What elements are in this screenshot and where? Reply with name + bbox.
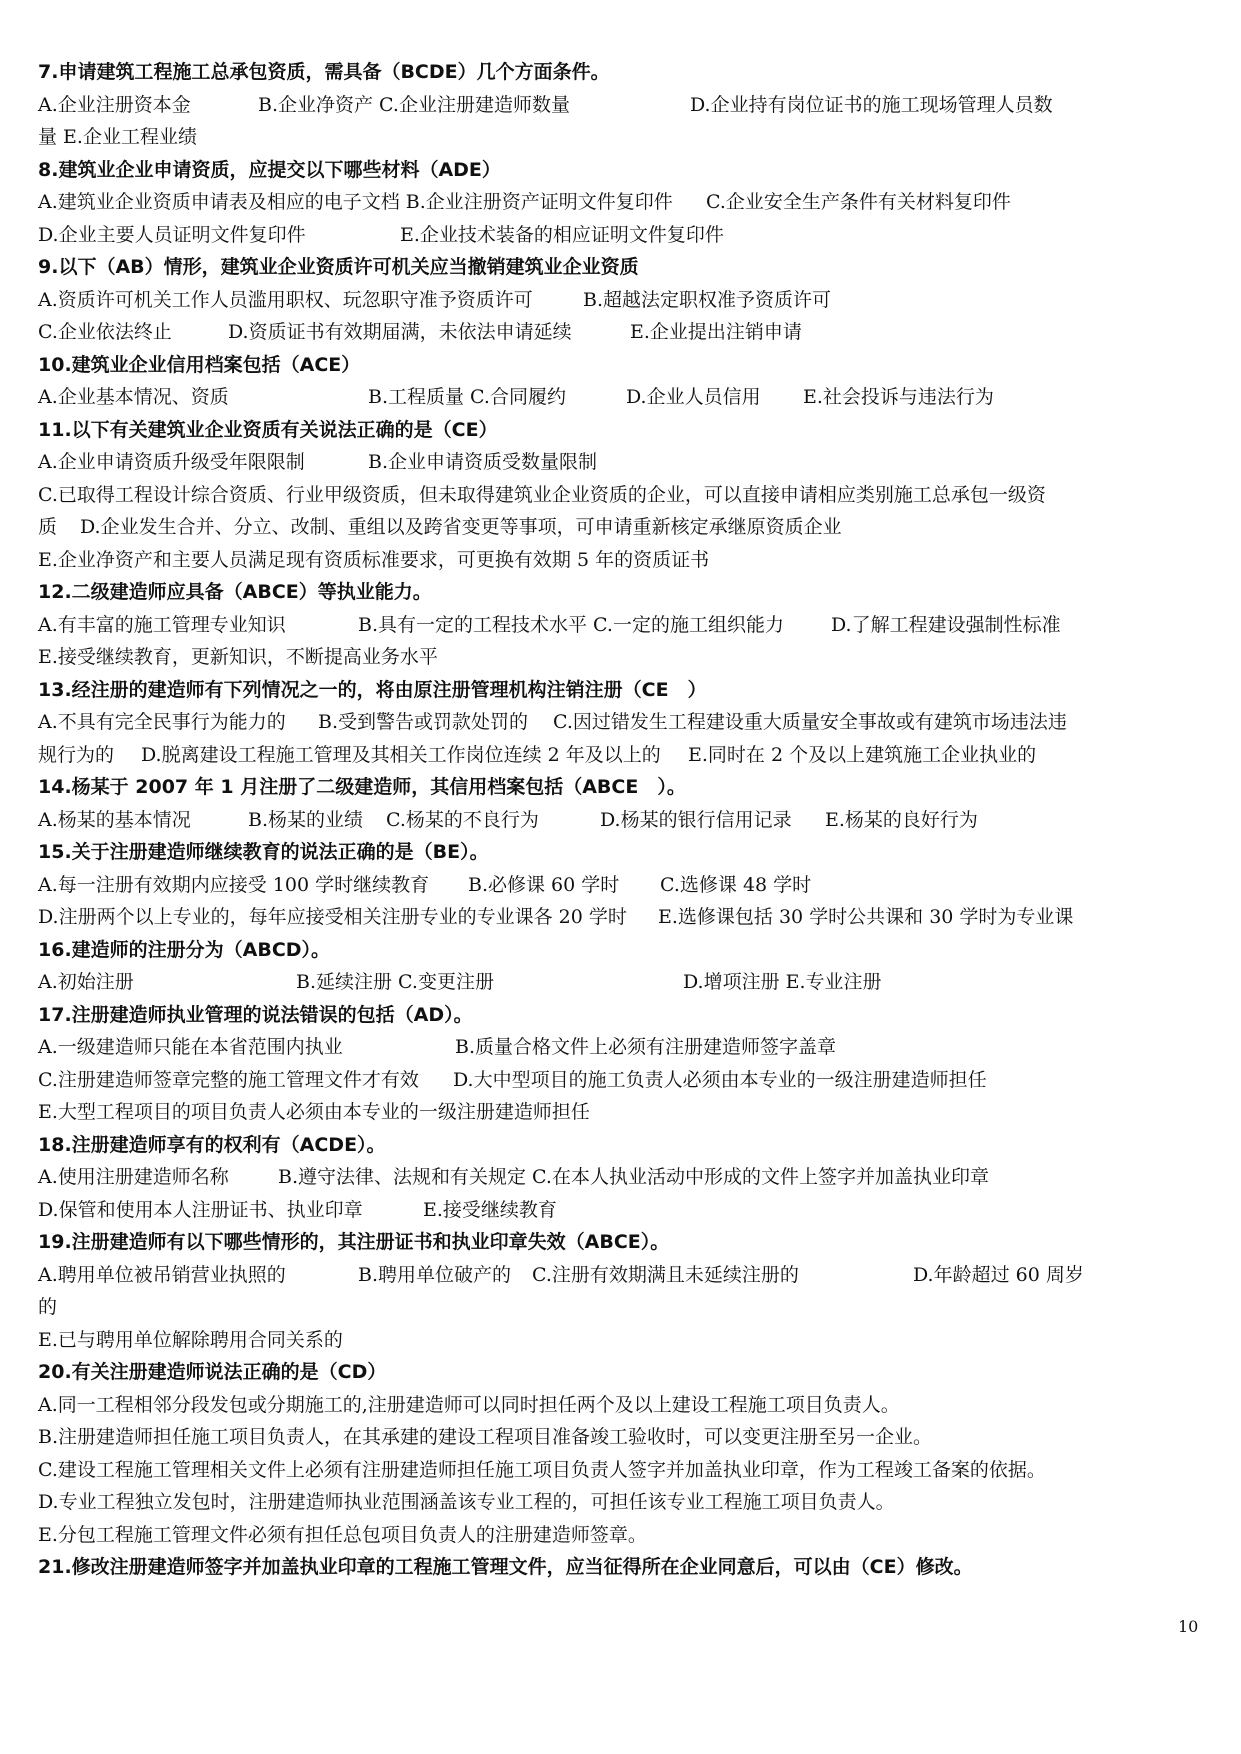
question-title: 11.以下有关建筑业企业资质有关说法正确的是（CE） — [38, 418, 498, 441]
option-text: C.注册有效期满且未延续注册的 — [532, 1263, 799, 1286]
option-text: B.受到警告或罚款处罚的 — [318, 711, 529, 733]
option-text: B.超越法定职权准予资质许可 — [583, 288, 832, 311]
option-text: E.企业提出注销申请 — [630, 321, 802, 343]
option-line — [38, 446, 1208, 479]
option-line — [38, 284, 1208, 317]
option-text: D.注册两个以上专业的，每年应接受相关注册专业的专业课各 20 学时 — [38, 906, 627, 928]
option-line — [38, 121, 1208, 154]
option-line — [38, 706, 1208, 739]
option-line — [38, 544, 1208, 577]
question-title: 15.关于注册建造师继续教育的说法正确的是（BE）。 — [38, 841, 489, 863]
option-line — [38, 641, 1208, 674]
option-line — [38, 1519, 1208, 1552]
question-title: 18.注册建造师享有的权利有（ACDE）。 — [38, 1133, 386, 1156]
option-text: D.增项注册 E.专业注册 — [683, 971, 882, 993]
option-text: B.工程质量 C.合同履约 — [368, 386, 566, 408]
option-text: E.已与聘用单位解除聘用合同关系的 — [38, 1328, 343, 1351]
question-title: 13.经注册的建造师有下列情况之一的，将由原注册管理机构注销注册（CE ） — [38, 678, 707, 701]
option-text: A.资质许可机关工作人员滥用职权、玩忽职守准予资质许可 — [38, 288, 533, 311]
option-text: A.不具有完全民事行为能力的 — [38, 711, 286, 733]
option-text: D.企业人员信用 — [626, 386, 761, 408]
option-line — [38, 1161, 1208, 1194]
option-text: B.企业净资产 C.企业注册建造师数量 — [258, 93, 570, 116]
option-text: D.专业工程独立发包时，注册建造师执业范围涵盖该专业工程的，可担任该专业工程施工项目负责人。 — [38, 1491, 895, 1513]
option-text: E.企业净资产和主要人员满足现有资质标准要求，可更换有效期 5 年的资质证书 — [38, 548, 710, 571]
option-text: A.建筑业企业资质申请表及相应的电子文档 B.企业注册资产证明文件复印件 — [38, 191, 673, 213]
option-line — [38, 316, 1208, 349]
option-text: A.企业注册资本金 — [38, 93, 191, 116]
option-text: 质 — [38, 516, 58, 538]
question-title: 17.注册建造师执业管理的说法错误的包括（AD）。 — [38, 1003, 473, 1026]
page-number: 10 — [1178, 1617, 1199, 1636]
option-text: D.了解工程建设强制性标准 — [831, 613, 1061, 636]
option-text: D.企业主要人员证明文件复印件 — [38, 223, 306, 246]
option-text: D.资质证书有效期届满，未依法申请延续 — [228, 321, 572, 343]
question-title: 12.二级建造师应具备（ABCE）等执业能力。 — [38, 581, 432, 603]
option-text: E.大型工程项目的项目负责人必须由本专业的一级注册建造师担任 — [38, 1101, 590, 1123]
option-line — [38, 609, 1208, 642]
option-text: D.保管和使用本人注册证书、执业印章 — [38, 1198, 363, 1221]
question-title: 20.有关注册建造师说法正确的是（CD） — [38, 1361, 387, 1383]
option-text: A.使用注册建造师名称 — [38, 1166, 229, 1188]
option-line — [38, 511, 1208, 544]
option-text: 的 — [38, 1296, 58, 1318]
option-line — [38, 1486, 1208, 1519]
option-text: E.社会投诉与违法行为 — [803, 386, 994, 408]
option-text: A.同一工程相邻分段发包或分期施工的,注册建造师可以同时担任两个及以上建设工程施工项目负责人。 — [38, 1393, 900, 1416]
option-line — [38, 1389, 1208, 1422]
option-text: B.质量合格文件上必须有注册建造师签字盖章 — [455, 1036, 837, 1058]
option-text: C.建设工程施工管理相关文件上必须有注册建造师担任施工项目负责人签字并加盖执业印章，作为工程竣工备案的依据。 — [38, 1458, 1046, 1481]
option-text: E.选修课包括 30 学时公共课和 30 学时为专业课 — [658, 906, 1074, 928]
option-text: B.延续注册 C.变更注册 — [296, 971, 494, 993]
option-line — [38, 1096, 1208, 1129]
option-line — [38, 804, 1208, 837]
option-text: D.脱离建设工程施工管理及其相关工作岗位连续 2 年及以上的 — [141, 743, 661, 766]
option-text: A.有丰富的施工管理专业知识 — [38, 613, 286, 636]
option-line — [38, 1194, 1208, 1227]
option-text: C.企业安全生产条件有关材料复印件 — [706, 191, 1011, 213]
question-title: 14.杨某于 2007 年 1 月注册了二级建造师，其信用档案包括（ABCE ）。 — [38, 776, 686, 798]
option-text: B.聘用单位破产的 — [358, 1263, 512, 1286]
option-text: E.同时在 2 个及以上建筑施工企业执业的 — [688, 743, 1037, 766]
option-line — [38, 479, 1208, 512]
option-line — [38, 1291, 1208, 1324]
option-text: A.聘用单位被吊销营业执照的 — [38, 1263, 286, 1286]
option-text: B.杨某的业绩 — [248, 808, 364, 831]
option-text: A.企业申请资质升级受年限限制 — [38, 451, 305, 473]
option-text: 规行为的 — [38, 743, 115, 766]
option-text: B.必修课 60 学时 — [468, 873, 620, 896]
option-text: D.大中型项目的施工负责人必须由本专业的一级注册建造师担任 — [453, 1068, 987, 1091]
option-line — [38, 869, 1208, 902]
option-text: E.企业技术装备的相应证明文件复印件 — [400, 223, 724, 246]
option-text: E.接受继续教育 — [423, 1198, 557, 1221]
option-text: B.企业申请资质受数量限制 — [368, 451, 598, 473]
option-text: A.杨某的基本情况 — [38, 808, 191, 831]
option-text: A.企业基本情况、资质 — [38, 386, 229, 408]
question-title: 8.建筑业企业申请资质，应提交以下哪些材料（ADE） — [38, 158, 501, 181]
option-line — [38, 1064, 1208, 1097]
option-text: B.注册建造师担任施工项目负责人，在其承建的建设工程项目准备竣工验收时，可以变更注册至另一企业。 — [38, 1426, 933, 1448]
document-body — [38, 56, 1208, 1584]
question-title: 9.以下（AB）情形，建筑业企业资质许可机关应当撤销建筑业企业资质 — [38, 256, 639, 278]
option-line — [38, 901, 1208, 934]
question-title: 10.建筑业企业信用档案包括（ACE） — [38, 353, 361, 376]
option-text: A.每一注册有效期内应接受 100 学时继续教育 — [38, 873, 430, 896]
option-text: D.企业发生合并、分立、改制、重组以及跨省变更等事项，可申请重新核定承继原资质企业 — [80, 516, 842, 538]
option-line — [38, 739, 1208, 772]
option-line — [38, 219, 1208, 252]
option-text: C.注册建造师签章完整的施工管理文件才有效 — [38, 1068, 419, 1091]
option-text: E.接受继续教育，更新知识，不断提高业务水平 — [38, 646, 438, 668]
option-line — [38, 1031, 1208, 1064]
option-line — [38, 381, 1208, 414]
question-title: 16.建造师的注册分为（ABCD）。 — [38, 938, 331, 961]
option-text: E.分包工程施工管理文件必须有担任总包项目负责人的注册建造师签章。 — [38, 1523, 647, 1546]
option-text: D.年龄超过 60 周岁 — [913, 1263, 1084, 1286]
option-text: D.企业持有岗位证书的施工现场管理人员数 — [690, 93, 1053, 116]
option-text: B.遵守法律、法规和有关规定 C.在本人执业活动中形成的文件上签字并加盖执业印章 — [278, 1166, 989, 1188]
option-text: C.杨某的不良行为 — [386, 808, 539, 831]
option-text: C.选修课 48 学时 — [660, 873, 812, 896]
option-line — [38, 186, 1208, 219]
option-text: A.一级建造师只能在本省范围内执业 — [38, 1036, 343, 1058]
option-line — [38, 89, 1208, 122]
option-line — [38, 1454, 1208, 1487]
option-text: E.杨某的良好行为 — [825, 808, 978, 831]
question-title: 7.申请建筑工程施工总承包资质，需具备（BCDE）几个方面条件。 — [38, 61, 610, 83]
option-text: B.具有一定的工程技术水平 C.一定的施工组织能力 — [358, 613, 784, 636]
option-text: C.因过错发生工程建设重大质量安全事故或有建筑市场违法违 — [553, 711, 1067, 733]
option-text: D.杨某的银行信用记录 — [600, 808, 792, 831]
question-title: 19.注册建造师有以下哪些情形的，其注册证书和执业印章失效（ABCE）。 — [38, 1231, 670, 1253]
option-text: A.初始注册 — [38, 971, 134, 993]
option-line — [38, 1421, 1208, 1454]
option-text: C.企业依法终止 — [38, 321, 172, 343]
option-line — [38, 966, 1208, 999]
question-title: 21.修改注册建造师签字并加盖执业印章的工程施工管理文件，应当征得所在企业同意后，可以由（CE）修改。 — [38, 1556, 973, 1578]
option-text: 量 E.企业工程业绩 — [38, 126, 197, 148]
option-line — [38, 1259, 1208, 1292]
option-text: C.已取得工程设计综合资质、行业甲级资质，但未取得建筑业企业资质的企业，可以直接申请相应类别施工总承包一级资 — [38, 483, 1046, 506]
option-line — [38, 1324, 1208, 1357]
